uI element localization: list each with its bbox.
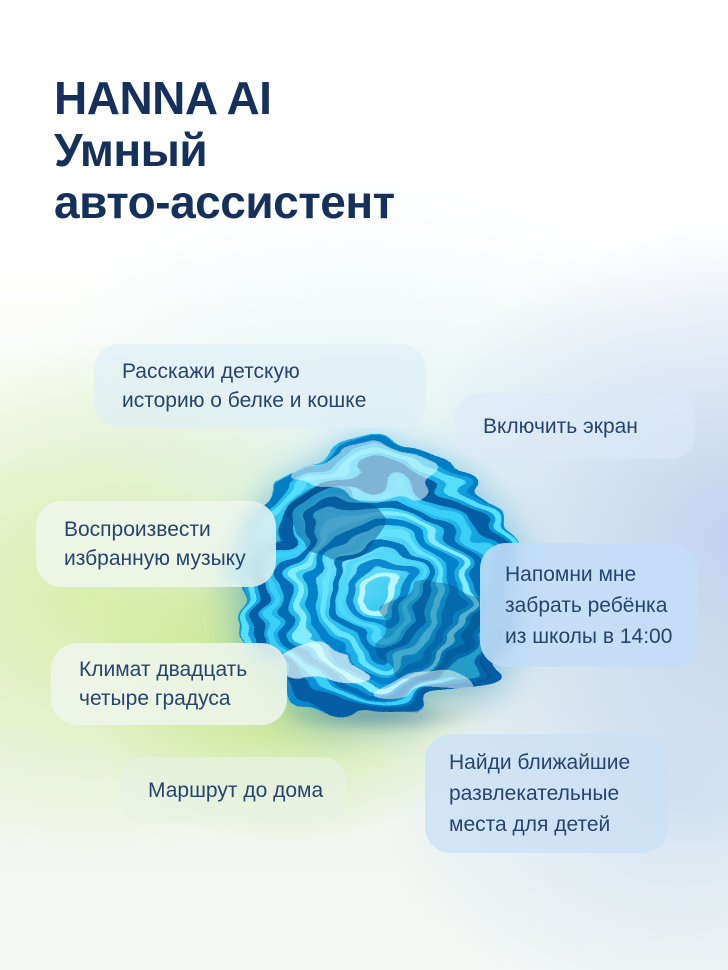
bubble-climate: [51, 643, 287, 725]
bubble-line: развлекательные: [449, 782, 620, 805]
bubble-screen-on: [455, 393, 695, 459]
title-block: [54, 72, 395, 228]
bubble-line: Маршрут до дома: [148, 778, 324, 802]
bubble-line: четыре градуса: [79, 687, 231, 710]
subtitle-line-2: авто-ассистент: [54, 176, 395, 228]
bubble-line: Климат двадцать: [79, 658, 248, 681]
bubble-school-reminder: [480, 543, 698, 667]
bubble-line: Найди ближайшие: [449, 751, 631, 774]
bubble-music: [36, 501, 276, 587]
bubble-line: из школы в 14:00: [505, 624, 673, 648]
bubble-line: историю о белке и кошке: [122, 389, 367, 412]
bubble-story: [94, 344, 426, 428]
bubble-line: забрать ребёнка: [505, 593, 668, 617]
bubble-line: избранную музыку: [64, 547, 246, 570]
bubble-line: Включить экран: [483, 414, 638, 438]
bubble-line: Напомни мне: [505, 562, 637, 586]
bubble-line: Воспроизвести: [64, 518, 211, 541]
subtitle-line-1: Умный: [54, 124, 208, 176]
bubble-kids-places: [425, 734, 668, 853]
bubble-route-home: [120, 757, 346, 823]
bubble-line: места для детей: [449, 813, 611, 836]
bubble-line: Расскажи детскую: [122, 360, 300, 383]
brand-title: HANNA AI: [54, 72, 272, 124]
